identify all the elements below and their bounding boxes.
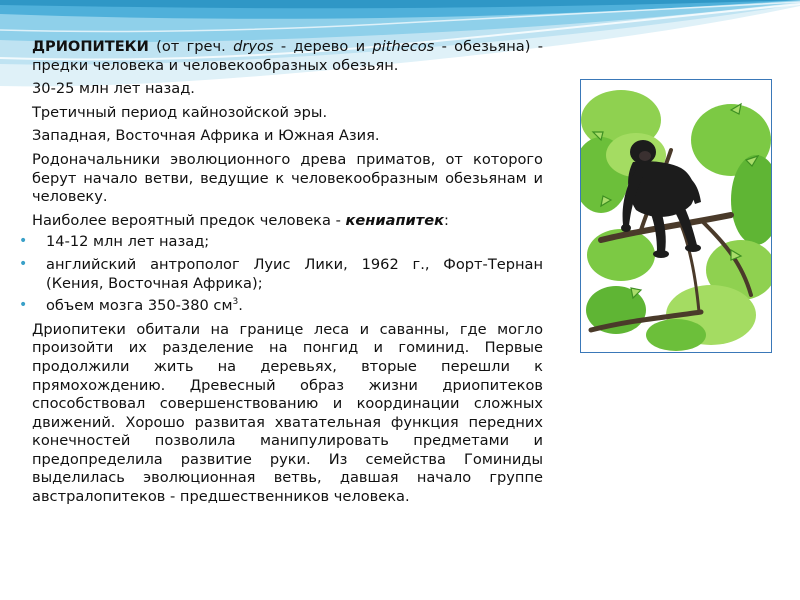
bullet-dot-icon: •: [19, 255, 28, 272]
list-item-text: 14-12 млн лет назад;: [46, 233, 210, 251]
term-dryopithecus: ДРИОПИТЕКИ: [32, 38, 149, 55]
kenyapithecus-lead: Наиболее вероятный предок человека -: [32, 211, 346, 229]
definition-open: (от греч.: [148, 38, 234, 55]
dryopithecus-illustration-frame: [580, 79, 772, 353]
definition-paragraph: [32, 38, 543, 75]
dryopithecus-in-tree-illustration: [581, 80, 771, 352]
kenyapithecus-facts-list: [19, 233, 543, 315]
period-paragraph: Третичный период кайнозойской эры.: [32, 103, 328, 121]
brain-volume-text: объем мозга 350-380 см: [46, 297, 233, 315]
list-item-text: английский антрополог Луис Лики, 1962 г., Форт-Тернан (Кения, Восточная Африка);: [46, 255, 543, 292]
slide-text: [19, 38, 543, 512]
bullet-dot-icon: •: [19, 297, 28, 314]
greek-word-dryos: dryos: [233, 38, 274, 55]
term-kenyapithecus: кениапитек: [345, 211, 445, 229]
cubic-superscript: 3: [232, 297, 239, 308]
greek-word-pithecos: pithecos: [372, 38, 435, 55]
bullet-dot-icon: •: [19, 233, 28, 250]
list-item-text: [46, 297, 243, 314]
tree-foliage: [581, 90, 771, 351]
region-paragraph: Западная, Восточная Африка и Южная Азия.: [32, 127, 380, 145]
list-item: [19, 233, 543, 252]
kenyapithecus-paragraph: [32, 212, 543, 231]
definition-middle: - дерево и: [273, 38, 373, 55]
habitat-paragraph: Дриопитеки обитали на границе леса и саванны, где могло произойти их разделение на понгид и гоминид. Первые продолжили жить на деревьях, вторые перешли к прямохождению. Древесный образ жизни дриопитеков способствовал совершенствованию и координации сложных движений. Хорошо развитая хватательная функция передних конечностей позволила манипулировать предметами и предопределила развитие руки. Из семейства Гоминиды выделилась эволюционная ветвь, давшая начало группе австралопитеков - предшественников человека.: [32, 320, 543, 506]
ancestors-paragraph: Родоначальники эволюционного древа приматов, от которого берут начало ветви, ведущие к человекообразным обезьянам и человеку.: [32, 150, 543, 206]
list-item: [19, 297, 543, 316]
kenyapithecus-colon: :: [444, 211, 449, 229]
definition-rest: - обезьяна) - предки человека и человекообразных обезьян.: [32, 38, 543, 74]
list-item: [19, 255, 543, 293]
time-paragraph: 30-25 млн лет назад.: [32, 80, 195, 98]
brain-volume-end: .: [238, 297, 243, 315]
